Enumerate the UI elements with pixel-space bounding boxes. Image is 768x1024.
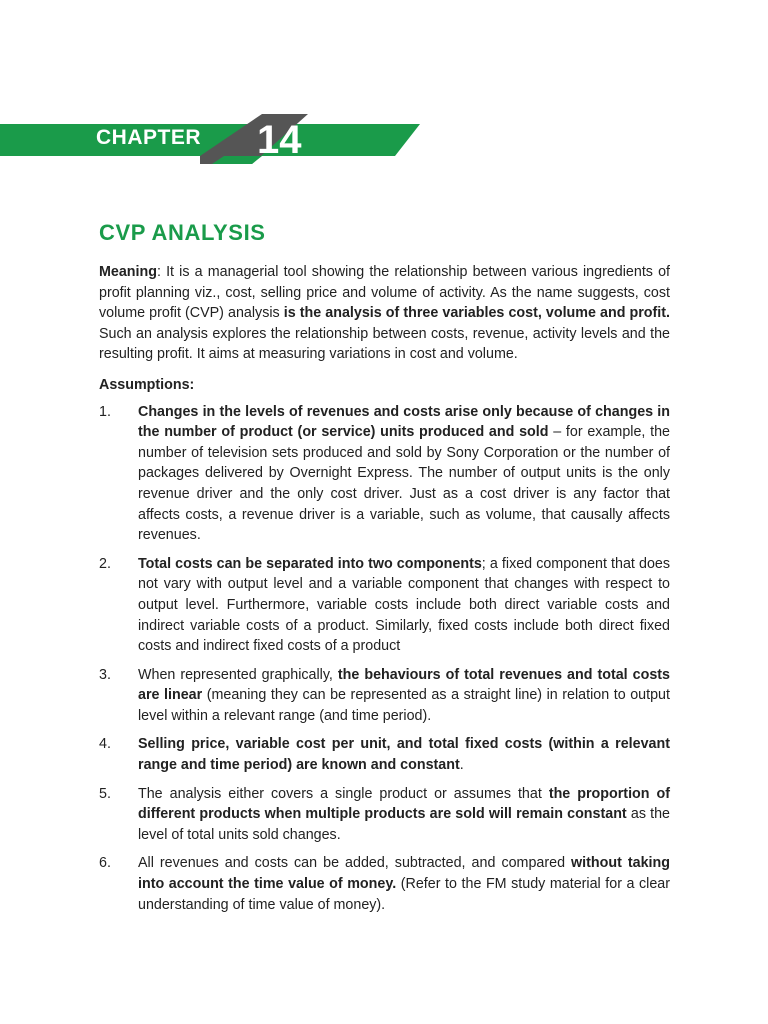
item-bold: Total costs can be separated into two components (138, 555, 482, 572)
item-number: 3. (99, 666, 111, 683)
item-text: as the level of total units sold changes. (138, 806, 671, 843)
assumption-item (99, 665, 670, 727)
item-bold: Selling price, variable cost per unit, and total fixed costs (within a relevant range and time period) are known and constant (138, 736, 670, 774)
assumption-item (99, 784, 670, 846)
chapter-number: 14 (257, 118, 302, 162)
item-text-lead: All revenues and costs can be added, subtracted, and compared (138, 855, 572, 872)
item-bold: the proportion of different products when multiple products are sold will remain constant (138, 785, 670, 823)
item-text: (meaning they can be represented as a straight line) in relation to output level within a relevant range (and time period). (138, 687, 670, 724)
chapter-label: CHAPTER (96, 126, 202, 149)
chapter-banner (0, 114, 768, 170)
document-body (99, 218, 670, 923)
assumption-item (99, 402, 670, 546)
meaning-label: Meaning (99, 264, 157, 280)
meaning-text-a: : It is a managerial tool showing the relationship between various ingredients of profit planning viz., cost, selling price and volume of activity. As the name suggests, cost volume profit (CVP) analysis (99, 264, 670, 322)
item-number: 6. (99, 855, 111, 872)
assumption-item (99, 554, 670, 657)
assumption-item (99, 853, 670, 915)
assumptions-list (99, 402, 670, 916)
item-text: ; a fixed component that does not vary with output level and a variable component that changes with respect to output level. Furthermore, variable costs include both direct variable costs and indirect variable costs of a product. Similarly, fixed costs include both direct fixed costs and indirect fixed costs of a product (138, 555, 670, 655)
item-number: 1. (99, 403, 111, 420)
section-title: CVP ANALYSIS (99, 220, 266, 245)
item-number: 5. (99, 785, 111, 802)
assumption-item (99, 734, 670, 775)
item-text-lead: When represented graphically, (138, 666, 338, 683)
meaning-bold: is the analysis of three variables cost, volume and profit. (283, 305, 670, 322)
item-bold: without taking into account the time value of money. (138, 855, 670, 893)
meaning-text-b: Such an analysis explores the relationship between costs, revenue, activity levels and the resulting profit. It aims at measuring variations in cost and volume. (99, 325, 670, 363)
item-text: – for example, the number of television sets produced and sold by Sony Corporation or the number of packages delivered by Overnight Express. The number of output units is the only revenue driver and the only cost driver. Just as a cost driver is any factor that affects costs, a revenue driver is a variable, such as volume, that causally affects revenues. (138, 424, 670, 544)
item-bold: Changes in the levels of revenues and costs arise only because of changes in the number of product (or service) units produced and sold (138, 403, 670, 441)
item-text-lead: The analysis either covers a single product or assumes that (138, 785, 549, 802)
item-bold: the behaviours of total revenues and total costs are linear (138, 666, 670, 704)
assumptions-heading: Assumptions: (99, 376, 195, 393)
meaning-paragraph (99, 262, 670, 365)
item-text: . (459, 757, 464, 774)
item-text: (Refer to the FM study material for a clear understanding of time value of money). (138, 876, 670, 913)
item-number: 4. (99, 736, 111, 753)
item-number: 2. (99, 555, 111, 572)
